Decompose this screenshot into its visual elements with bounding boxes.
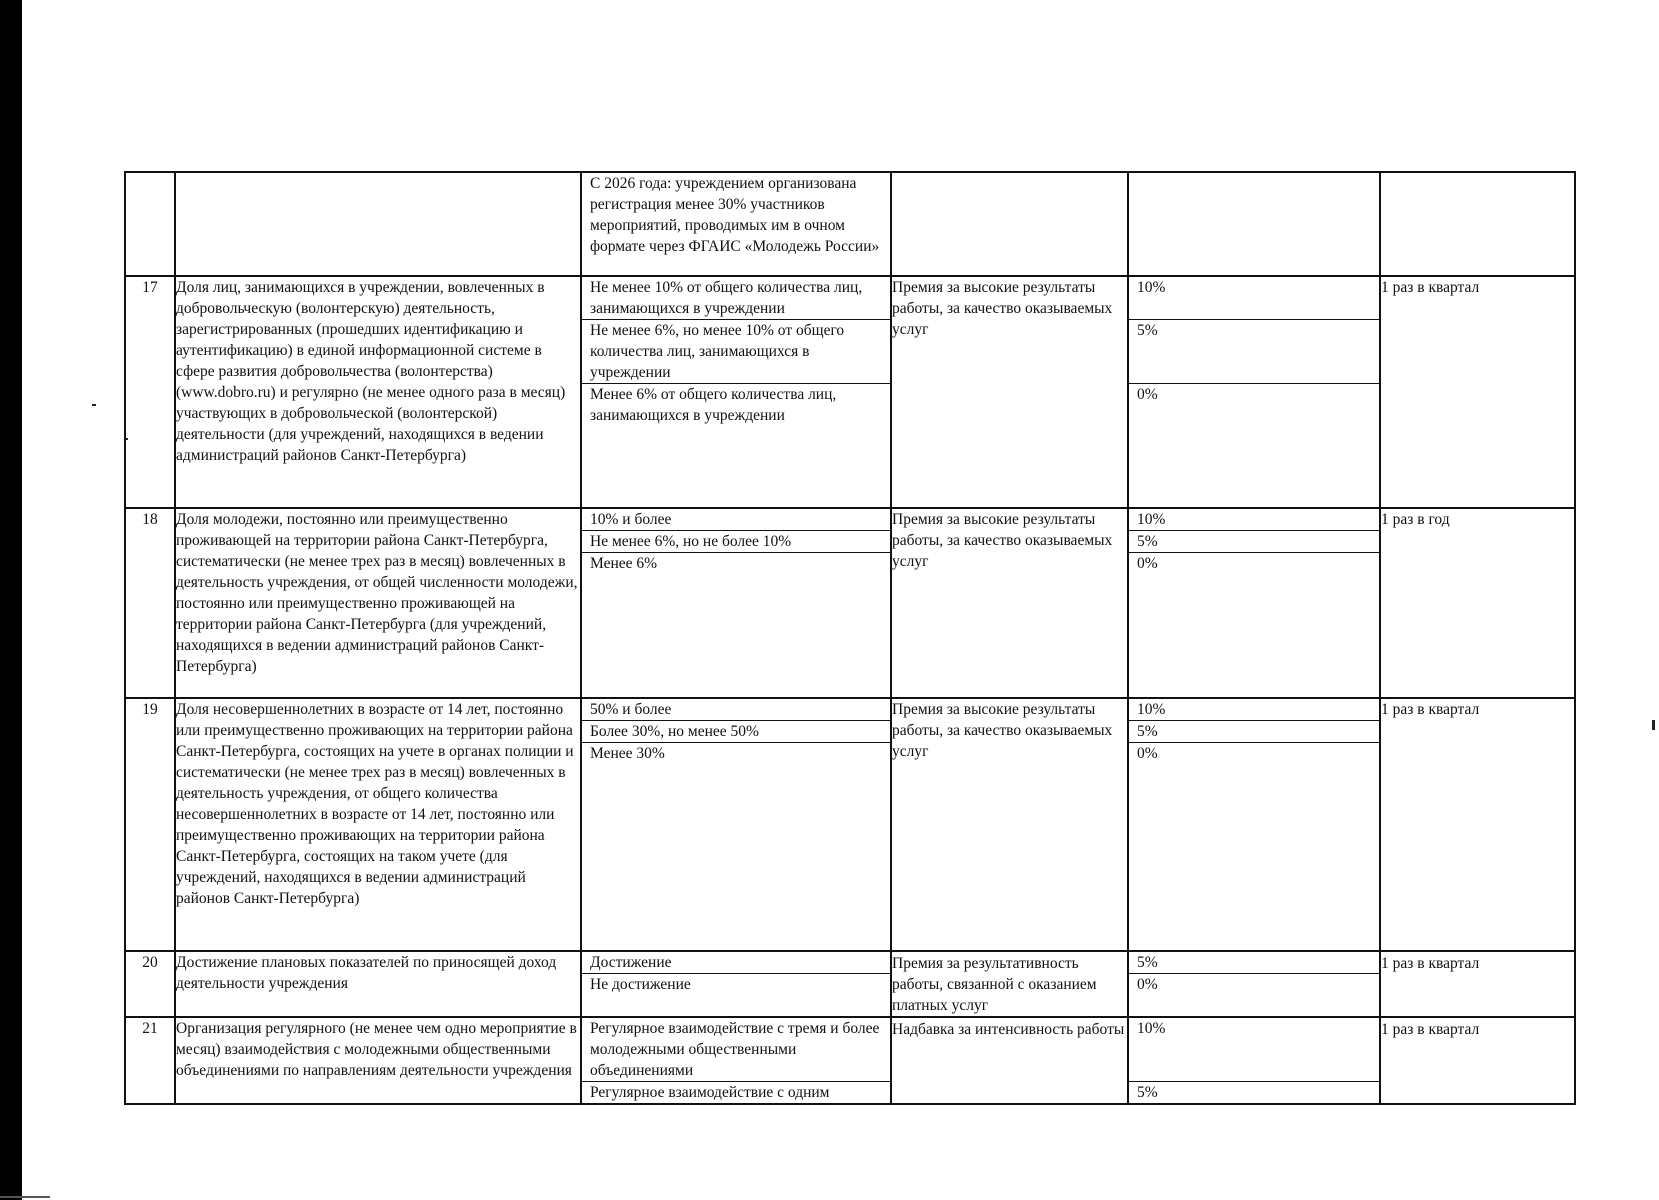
- percent-item: 10%: [1129, 1018, 1379, 1082]
- level-item: Регулярное взаимодействие с одним: [590, 1084, 830, 1101]
- bonus-type: Надбавка за интенсивность работы: [891, 1017, 1128, 1104]
- bonus-cell: [891, 172, 1128, 276]
- level-item: Регулярное взаимодействие с тремя и более молодежными общественными объединениями: [582, 1018, 890, 1082]
- level-item: Не достижение: [590, 976, 691, 993]
- scan-edge-mark: [0, 1196, 50, 1198]
- table-row: [125, 698, 1575, 951]
- percent-item: 0%: [1137, 555, 1158, 572]
- levels-cell: [581, 698, 891, 951]
- percent-cell: [1128, 276, 1380, 508]
- period: 1 раз в квартал: [1380, 698, 1575, 951]
- level-item: Не менее 6%, но не более 10%: [582, 531, 890, 553]
- description-cell: [175, 172, 581, 276]
- percent-item: 0%: [1137, 976, 1158, 993]
- percent-cell: [1128, 172, 1380, 276]
- percent-cell: [1128, 1017, 1380, 1104]
- bonus-type: Премия за высокие результаты работы, за качество оказываемых услуг: [891, 276, 1128, 508]
- percent-item: 5%: [1129, 531, 1379, 553]
- table-row: [125, 276, 1575, 508]
- level-item: Менее 30%: [590, 745, 665, 762]
- level-text: С 2026 года: учреждением организована регистрация менее 30% участников мероприятий, проводимых им в очном формате через ФГАИС «Молодежь России»: [590, 175, 880, 255]
- levels-cell: [581, 276, 891, 508]
- level-item: Менее 6% от общего количества лиц, занимающихся в учреждении: [590, 386, 837, 424]
- percent-item: 10%: [1129, 699, 1379, 721]
- percent-item: 5%: [1129, 721, 1379, 743]
- levels-cell: [581, 951, 891, 1017]
- percent-cell: [1128, 508, 1380, 698]
- row-description: Доля несовершеннолетних в возрасте от 14 лет, постоянно или преимущественно проживающих на территории района Санкт-Петербурга, состоящих на учете в органах полиции и систематически (не менее трех раз в месяц) вовлеченных в деятельность учреждения, от общего количества несовершеннолетних в возрасте от 14 лет, постоянно или преимущественно проживающих на территории района Санкт-Петербурга, состоящих на таком учете (для учреждений, находящихся в ведении администраций районов Санкт-Петербурга): [175, 698, 581, 951]
- percent-cell: [1128, 951, 1380, 1017]
- percent-item: 5%: [1129, 952, 1379, 974]
- row-description: Достижение плановых показателей по приносящей доход деятельности учреждения: [175, 951, 581, 1017]
- level-item: Достижение: [582, 952, 890, 974]
- row-number: 19: [125, 698, 175, 951]
- percent-item: 10%: [1129, 277, 1379, 320]
- percent-item: 10%: [1129, 509, 1379, 531]
- levels-cell: [581, 508, 891, 698]
- level-item: Не менее 6%, но менее 10% от общего количества лиц, занимающихся в учреждении: [582, 320, 890, 384]
- scan-edge-shadow: [0, 0, 22, 1200]
- period: 1 раз в год: [1380, 508, 1575, 698]
- percent-item: 0%: [1137, 386, 1158, 403]
- level-item: 50% и более: [582, 699, 890, 721]
- percent-item: 5%: [1137, 1084, 1158, 1101]
- table-row-continuation: [125, 172, 1575, 276]
- bonus-type: Премия за высокие результаты работы, за качество оказываемых услуг: [891, 508, 1128, 698]
- scan-speck: [1652, 720, 1655, 730]
- period: 1 раз в квартал: [1380, 276, 1575, 508]
- period: 1 раз в квартал: [1380, 1017, 1575, 1104]
- bonus-type: Премия за результативность работы, связанной с оказанием платных услуг: [891, 951, 1128, 1017]
- period-cell: [1380, 172, 1575, 276]
- period: 1 раз в квартал: [1380, 951, 1575, 1017]
- percent-item: 5%: [1129, 320, 1379, 384]
- row-description: Организация регулярного (не менее чем одно мероприятие в месяц) взаимодействия с молодежными общественными объединениями по направлениям деятельности учреждения: [175, 1017, 581, 1104]
- levels-cell: [581, 172, 891, 276]
- row-description: Доля молодежи, постоянно или преимущественно проживающей на территории района Санкт-Петербурга, систематически (не менее трех раз в месяц) вовлеченных в деятельность учреждения, от общей численности молодежи, постоянно или преимущественно проживающей на территории района Санкт-Петербурга (для учреждений, находящихся в ведении администраций районов Санкт-Петербурга): [175, 508, 581, 698]
- row-description: Доля лиц, занимающихся в учреждении, вовлеченных в добровольческую (волонтерскую) деятельность, зарегистрированных (прошедших идентификацию и аутентификацию) в единой информационной системе в сфере развития добровольчества (волонтерства) (www.dobro.ru) и регулярно (не менее одного раза в месяц) участвующих в добровольческой (волонтерской) деятельности (для учреждений, находящихся в ведении администраций районов Санкт-Петербурга): [175, 276, 581, 508]
- row-number-cell: [125, 172, 175, 276]
- criteria-table: [124, 171, 1576, 1105]
- row-number: 17: [125, 276, 175, 508]
- level-item: 10% и более: [582, 509, 890, 531]
- table-row: [125, 1017, 1575, 1104]
- row-number: 18: [125, 508, 175, 698]
- level-item: Не менее 10% от общего количества лиц, занимающихся в учреждении: [582, 277, 890, 320]
- table-row: [125, 951, 1575, 1017]
- levels-cell: [581, 1017, 891, 1104]
- level-item: Более 30%, но менее 50%: [582, 721, 890, 743]
- scan-speck: [92, 404, 96, 406]
- bonus-type: Премия за высокие результаты работы, за качество оказываемых услуг: [891, 698, 1128, 951]
- level-item: Менее 6%: [590, 555, 658, 572]
- table-row: [125, 508, 1575, 698]
- row-number: 20: [125, 951, 175, 1017]
- row-number: 21: [125, 1017, 175, 1104]
- percent-cell: [1128, 698, 1380, 951]
- percent-item: 0%: [1137, 745, 1158, 762]
